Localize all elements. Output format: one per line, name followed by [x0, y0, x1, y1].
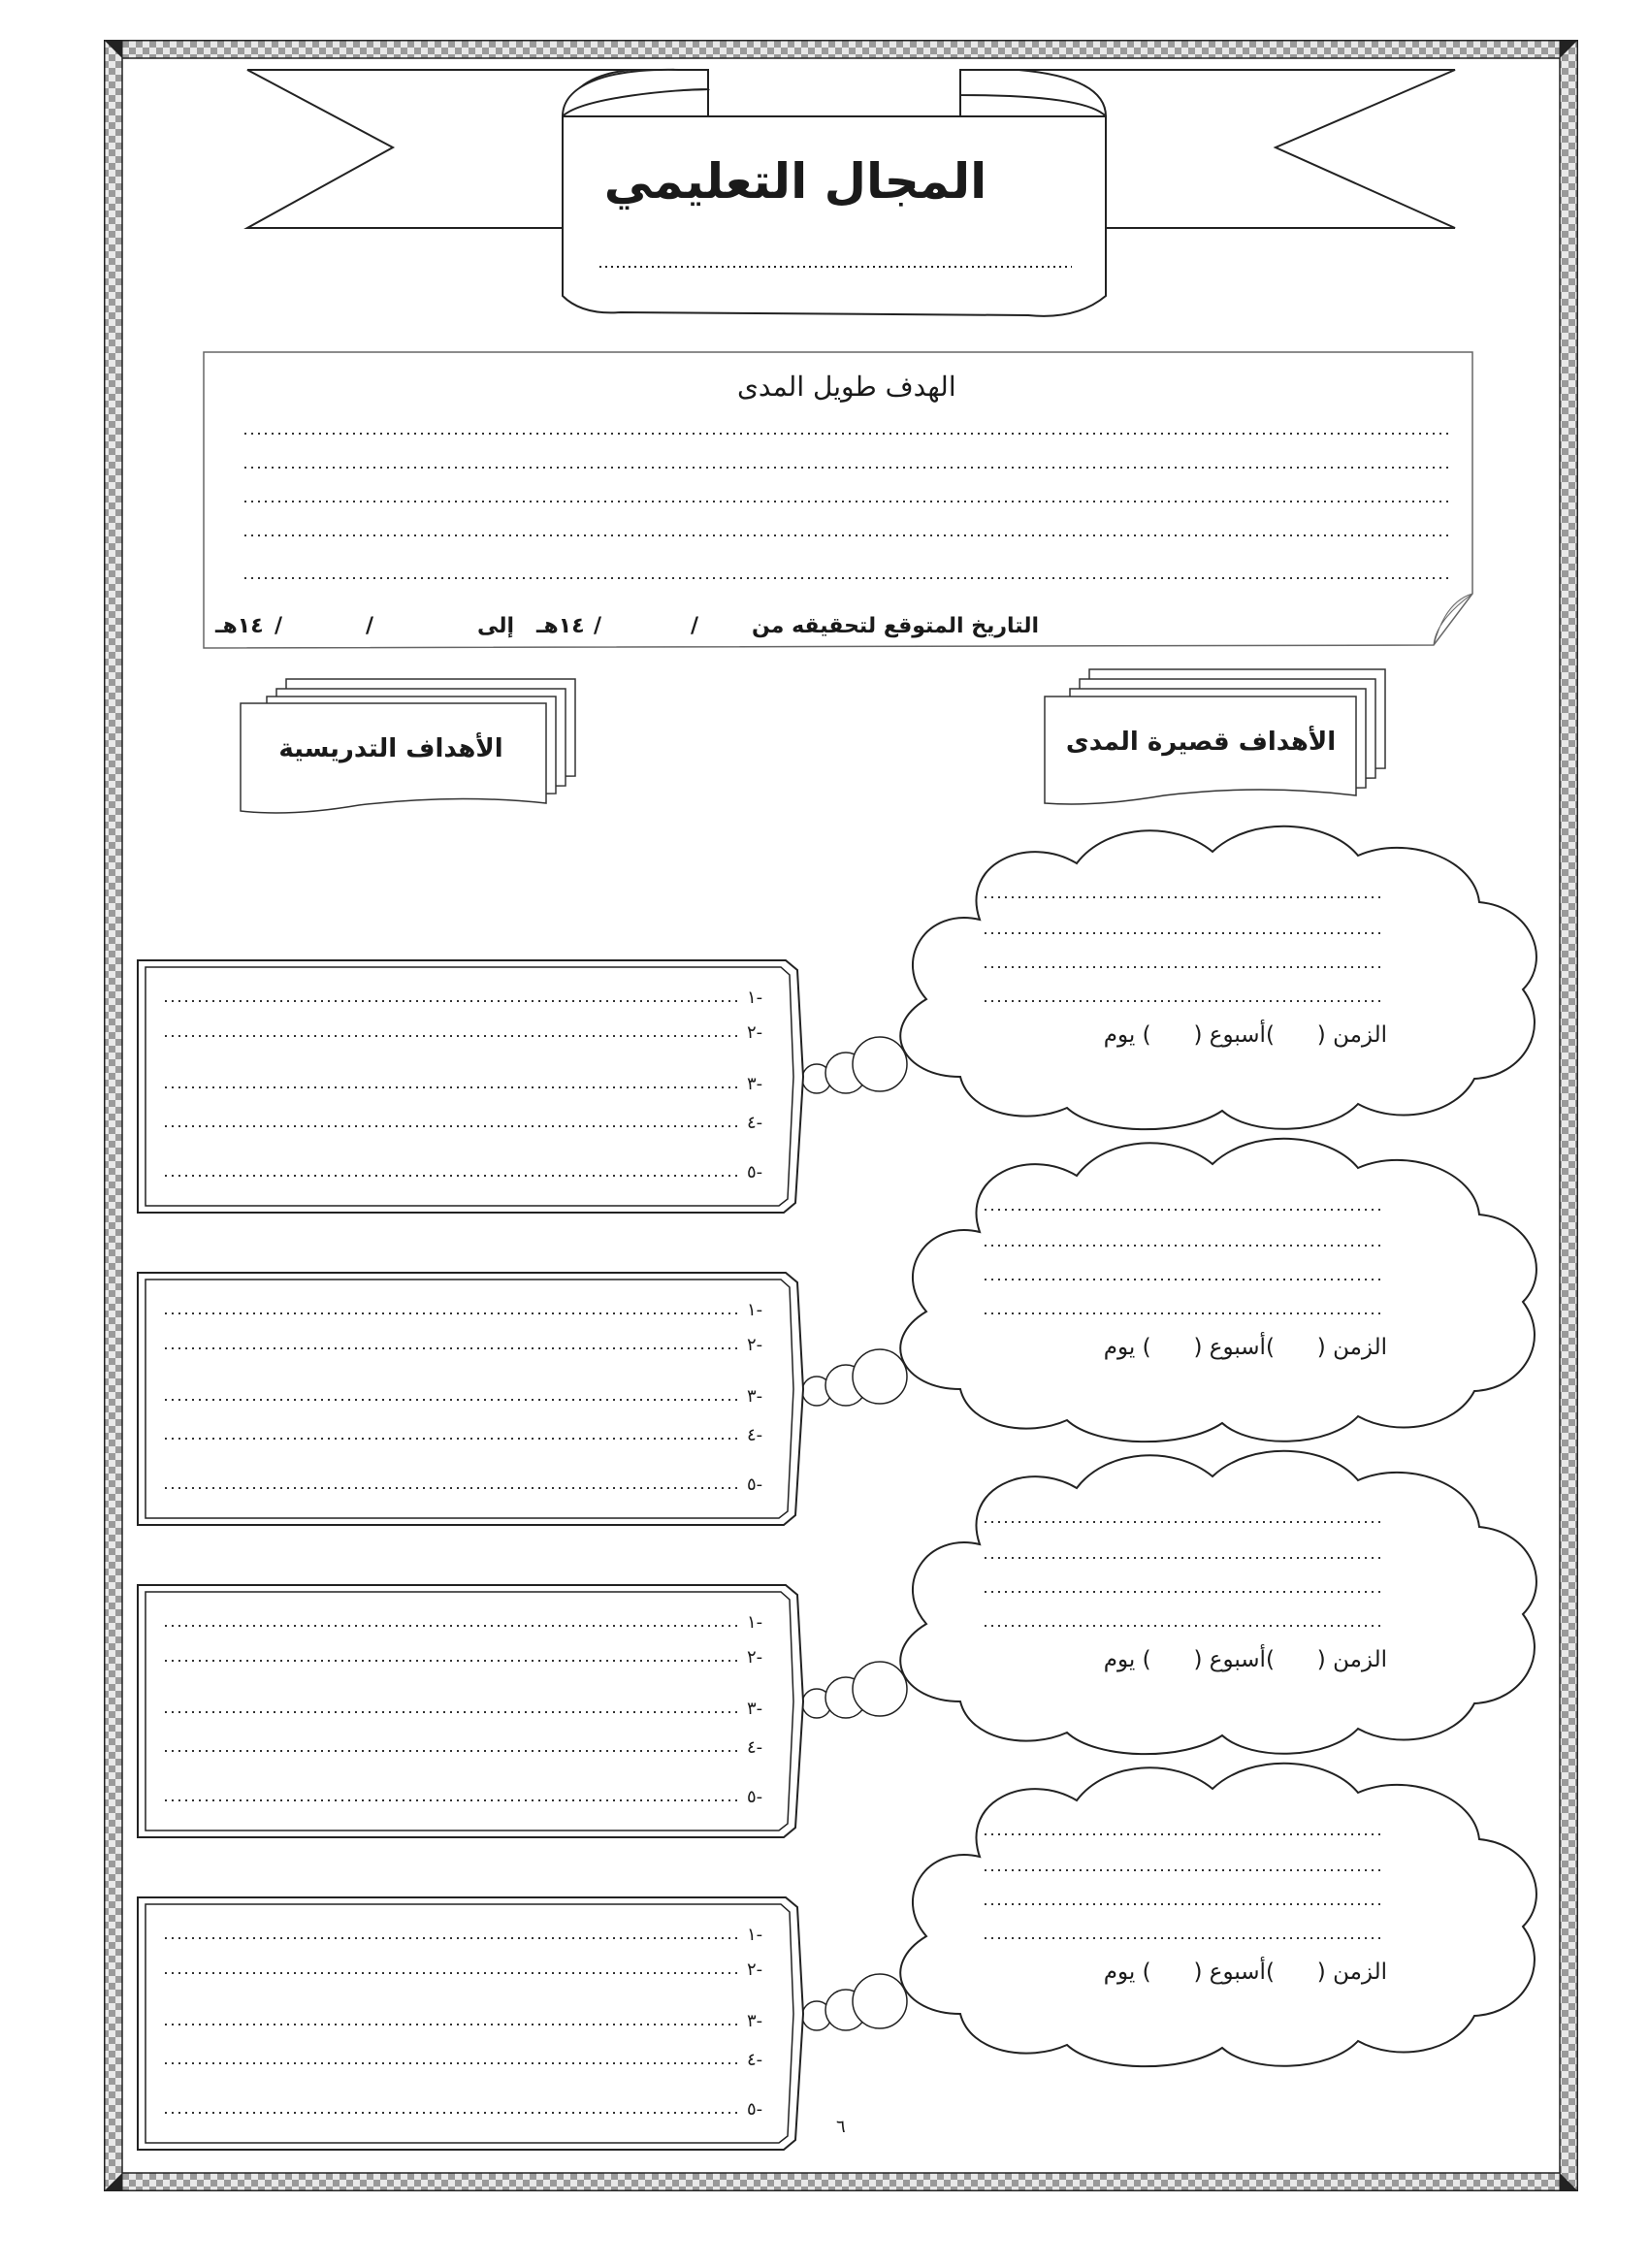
list-item-number: -١: [747, 1925, 763, 1945]
day-label: يوم: [1103, 1335, 1136, 1360]
long-term-goal-label: الهدف طويل المدى: [737, 371, 956, 403]
list-item-number: -٥: [747, 1474, 763, 1495]
duration-paren: ( ): [1265, 1960, 1334, 1985]
date-year-1: ١٤هـ: [536, 614, 585, 638]
list-item-number: -٣: [747, 1699, 763, 1719]
list-item-number: -٤: [747, 1113, 763, 1133]
list-item-number: -٢: [747, 1335, 763, 1355]
duration-row: [1009, 1647, 1387, 1672]
list-item-number: -١: [747, 1612, 763, 1633]
list-item-number: -٥: [747, 1162, 763, 1183]
list-item-number: -٢: [747, 1647, 763, 1668]
day-label: يوم: [1103, 1647, 1136, 1672]
duration-paren: ( ): [1265, 1335, 1334, 1360]
list-item-number: -٣: [747, 1074, 763, 1094]
date-slash-1: /: [691, 614, 699, 638]
connector-bubble-large: [853, 1349, 907, 1404]
day-label: يوم: [1103, 1960, 1136, 1985]
list-item-number: -٤: [747, 1737, 763, 1758]
duration-label: الزمن: [1333, 1647, 1387, 1672]
list-item-number: -٥: [747, 2099, 763, 2120]
duration-label: الزمن: [1333, 1022, 1387, 1048]
date-slash-4: /: [275, 614, 283, 638]
week-label: أسبوع: [1209, 1335, 1266, 1360]
page-title: المجال التعليمي: [603, 153, 987, 210]
duration-paren: ( ): [1135, 1647, 1210, 1672]
thought-cloud: [900, 826, 1536, 1129]
connector-bubble-large: [853, 1037, 907, 1091]
thought-cloud: [900, 1764, 1536, 2066]
connector-bubble-large: [853, 1662, 907, 1716]
duration-row: [1009, 1335, 1387, 1360]
duration-paren: ( ): [1265, 1647, 1334, 1672]
date-to-label: إلى: [477, 614, 515, 638]
list-item-number: -١: [747, 1300, 763, 1320]
list-item-number: -٢: [747, 1022, 763, 1043]
teaching-goals-header: الأهداف التدريسية: [278, 734, 503, 763]
expected-date-label: التاريخ المتوقع لتحقيقه من: [752, 614, 1040, 638]
week-label: أسبوع: [1209, 1647, 1266, 1672]
duration-paren: ( ): [1135, 1960, 1210, 1985]
day-label: يوم: [1103, 1022, 1136, 1048]
date-slash-2: /: [594, 614, 602, 638]
list-item-number: -٣: [747, 2011, 763, 2031]
duration-label: الزمن: [1333, 1960, 1387, 1985]
list-item-number: -٣: [747, 1386, 763, 1407]
page-number: ٦: [836, 2117, 846, 2137]
date-year-2: ١٤هـ: [215, 614, 264, 638]
list-item-number: -١: [747, 988, 763, 1008]
list-item-number: -٥: [747, 1787, 763, 1807]
duration-label: الزمن: [1333, 1335, 1387, 1360]
thought-cloud: [900, 1139, 1536, 1442]
connector-bubble-large: [853, 1974, 907, 2028]
short-term-goals-header: الأهداف قصيرة المدى: [1065, 728, 1337, 757]
duration-row: [1009, 1960, 1387, 1985]
list-item-number: -٤: [747, 2050, 763, 2070]
duration-paren: ( ): [1265, 1022, 1334, 1048]
list-item-number: -٤: [747, 1425, 763, 1445]
week-label: أسبوع: [1209, 1960, 1266, 1985]
list-item-number: -٢: [747, 1960, 763, 1980]
thought-cloud: [900, 1451, 1536, 1754]
duration-paren: ( ): [1135, 1022, 1210, 1048]
date-slash-3: /: [366, 614, 374, 638]
duration-paren: ( ): [1135, 1335, 1210, 1360]
week-label: أسبوع: [1209, 1022, 1266, 1048]
duration-row: [1009, 1022, 1387, 1048]
